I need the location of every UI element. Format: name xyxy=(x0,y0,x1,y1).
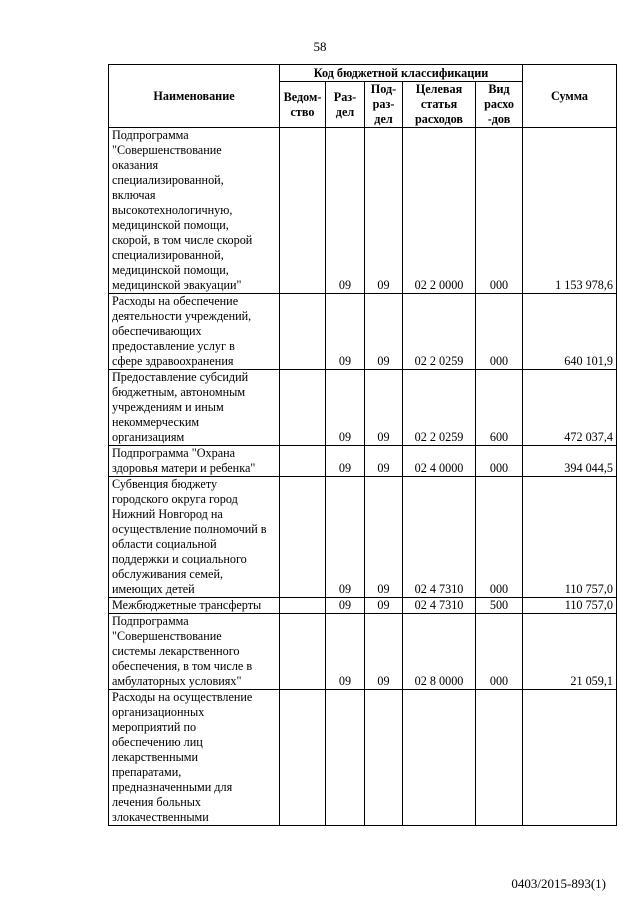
row-department xyxy=(280,598,326,614)
row-name: Расходы на осуществление организационных мероприятий по обеспечению лиц лекарственными препаратами, предназначенными для лечения больных злокачественными xyxy=(109,690,280,826)
header-subsection: Под- раз- дел xyxy=(365,82,403,128)
row-expense-type: 500 xyxy=(476,598,523,614)
row-target-item xyxy=(403,690,476,826)
document-code: 0403/2015-893(1) xyxy=(511,876,606,891)
row-subsection: 09 xyxy=(365,614,403,690)
row-department xyxy=(280,370,326,446)
table-row xyxy=(109,370,617,446)
row-section: 09 xyxy=(326,370,365,446)
row-section: 09 xyxy=(326,294,365,370)
row-department xyxy=(280,128,326,294)
row-target-item: 02 2 0259 xyxy=(403,294,476,370)
row-target-item: 02 2 0000 xyxy=(403,128,476,294)
row-department xyxy=(280,446,326,477)
row-sum xyxy=(523,690,617,826)
row-expense-type: 000 xyxy=(476,477,523,598)
budget-table xyxy=(108,64,617,826)
table-row xyxy=(109,446,617,477)
row-target-item: 02 2 0259 xyxy=(403,370,476,446)
row-department xyxy=(280,477,326,598)
row-section: 09 xyxy=(326,128,365,294)
row-expense-type: 000 xyxy=(476,446,523,477)
row-expense-type: 000 xyxy=(476,614,523,690)
header-target-item: Целевая статья расходов xyxy=(403,82,476,128)
row-subsection: 09 xyxy=(365,598,403,614)
row-name: Подпрограмма "Совершенствование оказания специализированной, включая высокотехнологичную, медицинской помощи, скорой, в том числе скорой специализированной, медицинской помощи, медицинской эвакуации" xyxy=(109,128,280,294)
header-name: Наименование xyxy=(109,65,280,128)
row-department xyxy=(280,294,326,370)
row-department xyxy=(280,690,326,826)
table-row xyxy=(109,614,617,690)
row-subsection: 09 xyxy=(365,128,403,294)
row-sum: 1 153 978,6 xyxy=(523,128,617,294)
row-target-item: 02 8 0000 xyxy=(403,614,476,690)
row-subsection: 09 xyxy=(365,477,403,598)
header-budget-code-group: Код бюджетной классификации xyxy=(280,65,523,82)
row-name: Подпрограмма "Охрана здоровья матери и ребенка" xyxy=(109,446,280,477)
row-sum: 110 757,0 xyxy=(523,598,617,614)
row-target-item: 02 4 0000 xyxy=(403,446,476,477)
table-row xyxy=(109,598,617,614)
row-section: 09 xyxy=(326,477,365,598)
row-expense-type: 000 xyxy=(476,128,523,294)
row-sum: 394 044,5 xyxy=(523,446,617,477)
row-name: Предоставление субсидий бюджетным, автономным учреждениям и иным некоммерческим организациям xyxy=(109,370,280,446)
header-department: Ведом- ство xyxy=(280,82,326,128)
row-name: Субвенция бюджету городского округа город Нижний Новгород на осуществление полномочий в области социальной поддержки и социального обслуживания семей, имеющих детей xyxy=(109,477,280,598)
table-row xyxy=(109,477,617,598)
row-subsection: 09 xyxy=(365,446,403,477)
row-target-item: 02 4 7310 xyxy=(403,477,476,598)
row-sum: 640 101,9 xyxy=(523,294,617,370)
row-name: Подпрограмма "Совершенствование системы лекарственного обеспечения, в том числе в амбулаторных условиях" xyxy=(109,614,280,690)
page-number: 58 xyxy=(313,39,327,54)
row-section xyxy=(326,690,365,826)
table-row xyxy=(109,128,617,294)
row-sum: 110 757,0 xyxy=(523,477,617,598)
row-section: 09 xyxy=(326,446,365,477)
row-section: 09 xyxy=(326,598,365,614)
table-row xyxy=(109,294,617,370)
row-name: Расходы на обеспечение деятельности учреждений, обеспечивающих предоставление услуг в сфере здравоохранения xyxy=(109,294,280,370)
row-name: Межбюджетные трансферты xyxy=(109,598,280,614)
row-sum: 472 037,4 xyxy=(523,370,617,446)
row-expense-type xyxy=(476,690,523,826)
table-row xyxy=(109,690,617,826)
row-expense-type: 000 xyxy=(476,294,523,370)
row-target-item: 02 4 7310 xyxy=(403,598,476,614)
row-sum: 21 059,1 xyxy=(523,614,617,690)
row-department xyxy=(280,614,326,690)
row-subsection: 09 xyxy=(365,370,403,446)
row-subsection xyxy=(365,690,403,826)
header-section: Раз- дел xyxy=(326,82,365,128)
row-subsection: 09 xyxy=(365,294,403,370)
header-expense-type: Вид расхо -дов xyxy=(476,82,523,128)
row-section: 09 xyxy=(326,614,365,690)
row-expense-type: 600 xyxy=(476,370,523,446)
header-sum: Сумма xyxy=(523,65,617,128)
